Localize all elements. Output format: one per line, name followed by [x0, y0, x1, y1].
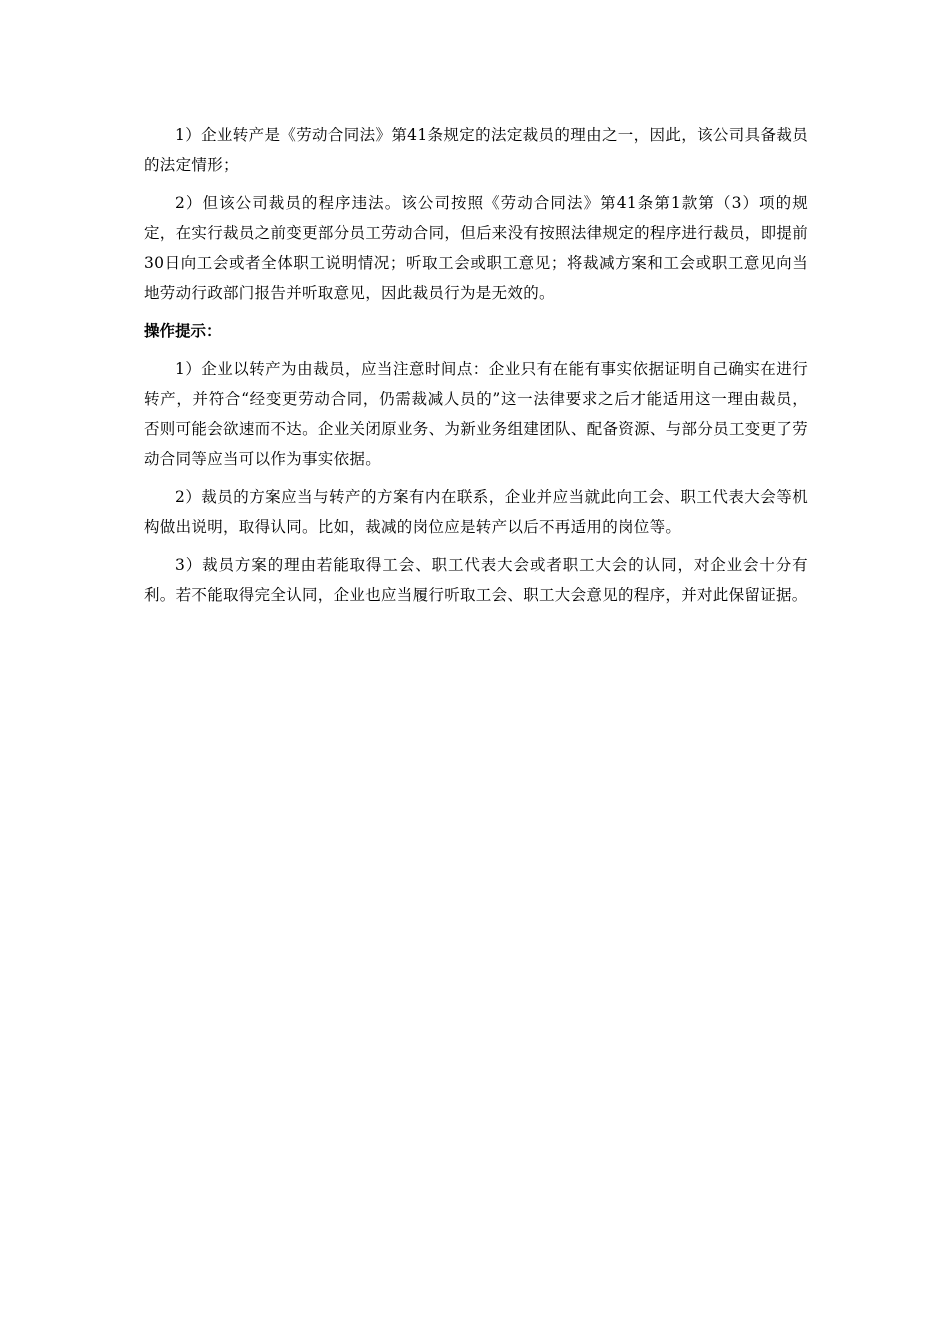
tips-paragraph-2: 2）裁员的方案应当与转产的方案有内在联系，企业并应当就此向工会、职工代表大会等机构做出说明，取得认同。比如，裁减的岗位应是转产以后不再适用的岗位等。 [144, 488, 808, 536]
analysis-paragraph-2: 2）但该公司裁员的程序违法。该公司按照《劳动合同法》第41条第1款第（3）项的规定，在实行裁员之前变更部分员工劳动合同，但后来没有按照法律规定的程序进行裁员，即提前30日向工会或者全体职工说明情况；听取工会或职工意见；将裁减方案和工会或职工意见向当地劳动行政部门报告并听取意见，因此裁员行为是无效的。 [144, 194, 808, 302]
tips-paragraph-1: 1）企业以转产为由裁员，应当注意时间点：企业只有在能有事实依据证明自己确实在进行转产，并符合“经变更劳动合同，仍需裁减人员的”这一法律要求之后才能适用这一理由裁员，否则可能会欲速而不达。企业关闭原业务、为新业务组建团队、配备资源、与部分员工变更了劳动合同等应当可以作为事实依据。 [144, 360, 808, 468]
analysis-paragraph-1: 1）企业转产是《劳动合同法》第41条规定的法定裁员的理由之一，因此，该公司具备裁员的法定情形； [144, 126, 808, 174]
tips-heading: 操作提示： [144, 322, 222, 340]
tips-paragraph-3: 3）裁员方案的理由若能取得工会、职工代表大会或者职工大会的认同，对企业会十分有利。若不能取得完全认同，企业也应当履行听取工会、职工大会意见的程序，并对此保留证据。 [144, 556, 808, 604]
document-page [144, 120, 808, 618]
